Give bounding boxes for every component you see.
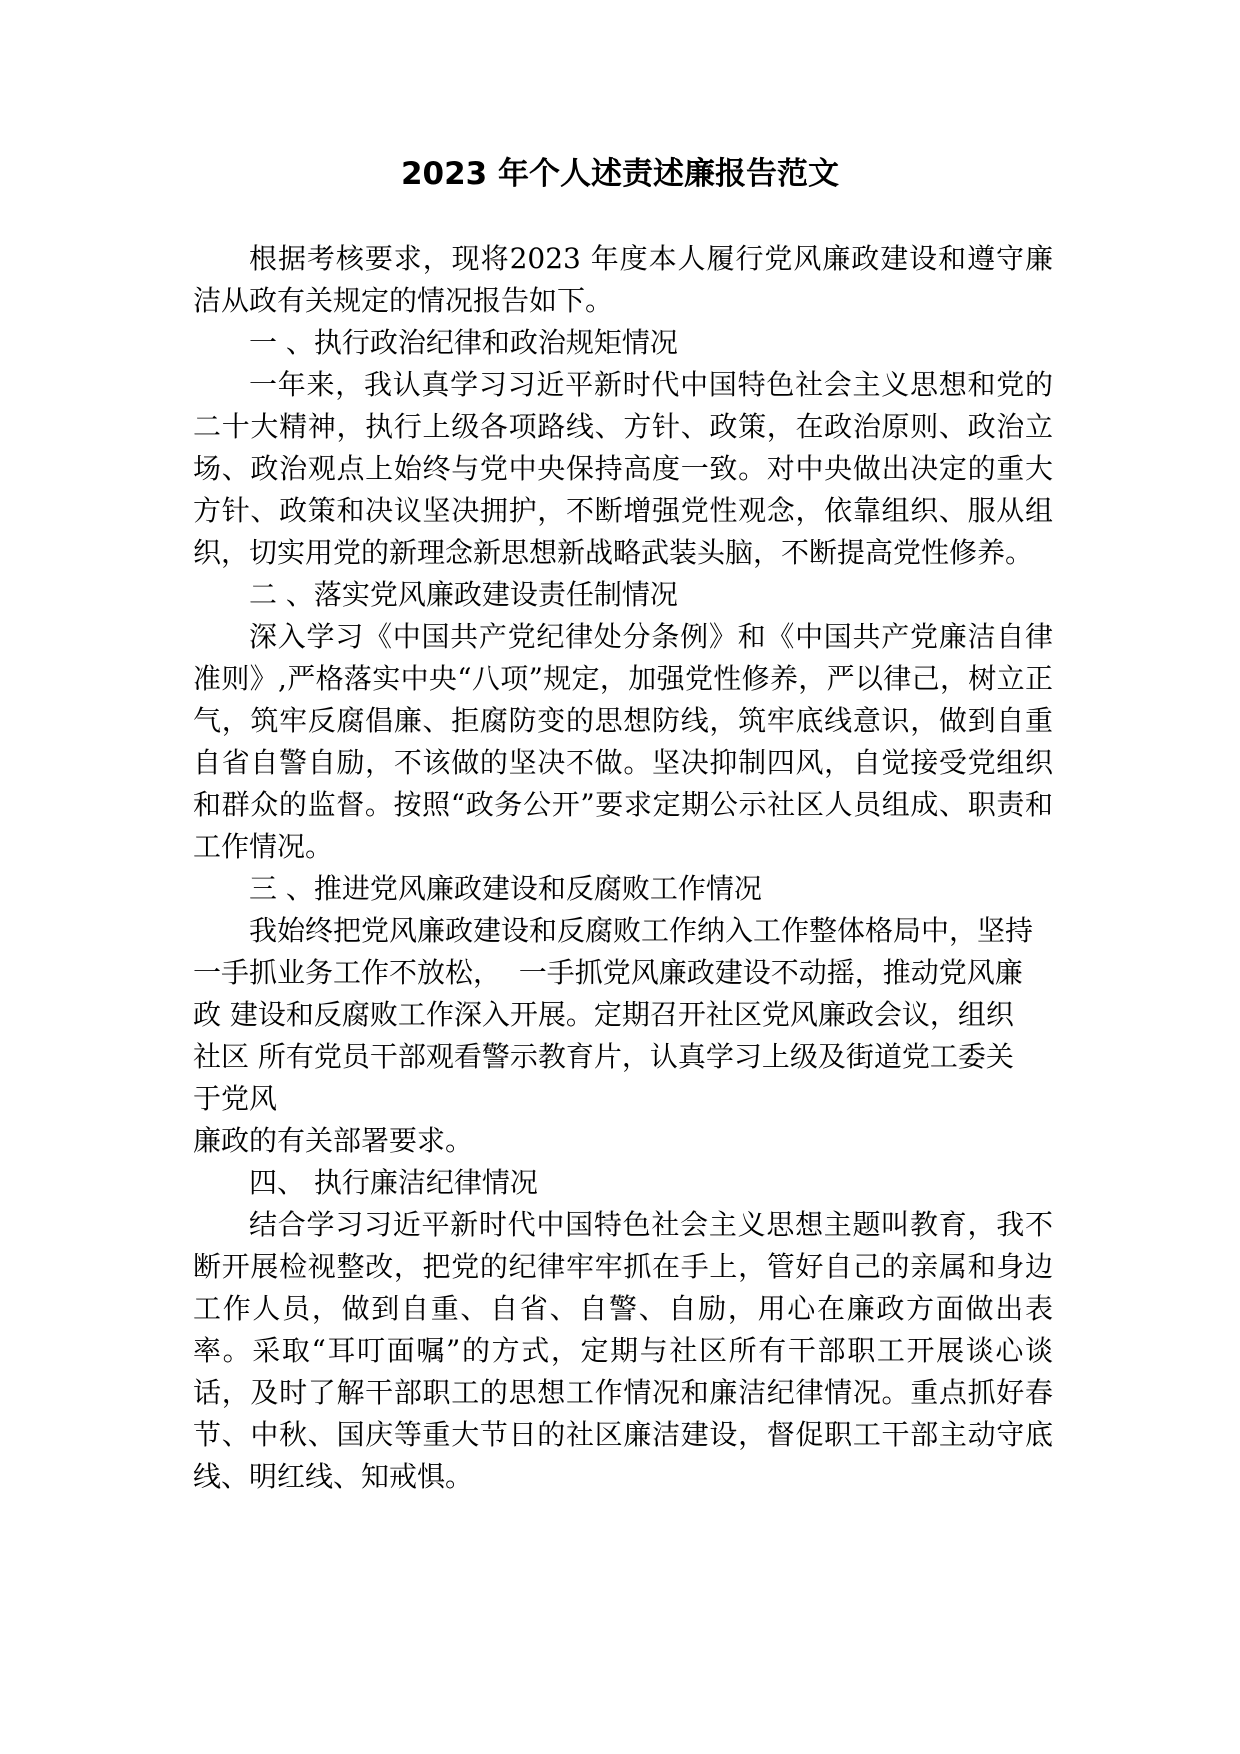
section-1-heading: 一 、执行政治纪律和政治规矩情况: [249, 326, 678, 359]
section-2-paragraph: 深入学习《中国共产党纪律处分条例》和《中国共产党廉洁自律准则》,严格落实中央“八项”规定，加强党性修养，严以律己，树立正气，筑牢反腐倡廉、拒腐防变的思想防线，筑牢底线意识，做到自重自省自警自励，不该做的坚决不做。坚决抑制四风，自觉接受党组织和群众的监督。按照“政务公开”要求定期公示社区人员组成、职责和工作情况。: [193, 620, 1053, 863]
intro-paragraph: 根据考核要求，现将2023 年度本人履行党风廉政建设和遵守廉洁从政有关规定的情况报告如下。: [193, 242, 1053, 317]
section-3-line-6: 廉政的有关部署要求。: [193, 1124, 474, 1157]
section-3-heading: 三 、推进党风廉政建设和反腐败工作情况: [249, 872, 762, 905]
section-4-paragraph: 结合学习习近平新时代中国特色社会主义思想主题叫教育，我不断开展检视整改，把党的纪律牢牢抓在手上，管好自己的亲属和身边工作人员，做到自重、自省、自警、自励，用心在廉政方面做出表率。采取“耳叮面嘱”的方式，定期与社区所有干部职工开展谈心谈话，及时了解干部职工的思想工作情况和廉洁纪律情况。重点抓好春节、中秋、国庆等重大节日的社区廉洁建设，督促职工干部主动守底线、明红线、知戒惧。: [193, 1208, 1053, 1493]
section-3-line-3: 政 建设和反腐败工作深入开展。定期召开社区党风廉政会议，组织: [193, 998, 1014, 1031]
section-1-paragraph: 一年来，我认真学习习近平新时代中国特色社会主义思想和党的二十大精神，执行上级各项路线、方针、政策，在政治原则、政治立场、政治观点上始终与党中央保持高度一致。对中央做出决定的重大方针、政策和决议坚决拥护，不断增强党性观念，依靠组织、服从组织，切实用党的新理念新思想新战略武装头脑，不断提高党性修养。: [193, 368, 1053, 569]
section-3-line-1: 我始终把党风廉政建设和反腐败工作纳入工作整体格局中，坚持: [249, 914, 1034, 947]
document-body: [193, 238, 1053, 1498]
section-4-heading: 四、 执行廉洁纪律情况: [249, 1166, 538, 1199]
section-3-line-2: 一手抓业务工作不放松， 一手抓党风廉政建设不动摇，推动党风廉: [193, 956, 1023, 989]
document-title: 2023 年个人述责述廉报告范文: [400, 156, 840, 192]
section-3-line-4: 社区 所有党员干部观看警示教育片，认真学习上级及街道党工委关: [193, 1040, 1014, 1073]
section-3-line-5: 于党风: [193, 1082, 278, 1115]
section-2-heading: 二 、落实党风廉政建设责任制情况: [249, 578, 678, 611]
